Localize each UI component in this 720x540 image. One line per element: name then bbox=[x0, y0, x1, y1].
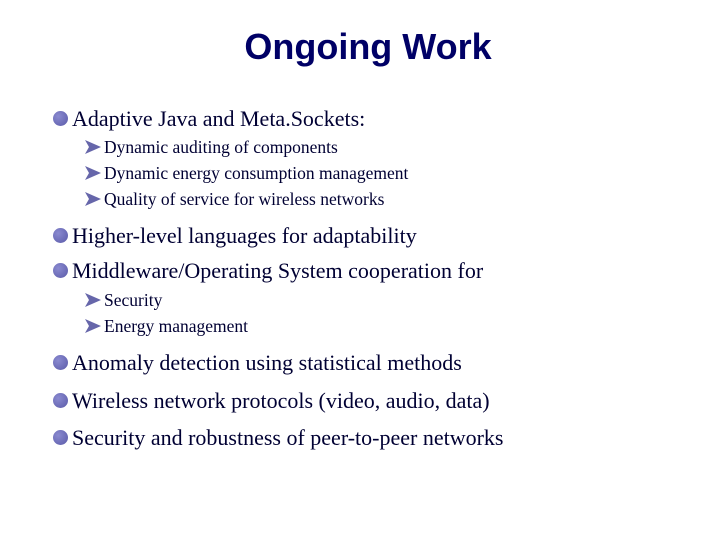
bullet-text: Anomaly detection using statistical methods bbox=[72, 350, 462, 375]
bullet-text: Adaptive Java and Meta.Sockets: bbox=[72, 106, 366, 131]
bullet-text: Middleware/Operating System cooperation for bbox=[72, 258, 484, 283]
bullet-item bbox=[72, 258, 483, 284]
bullet-text: Higher-level languages for adaptability bbox=[72, 223, 417, 248]
circle-bullet-icon bbox=[53, 355, 68, 370]
bullet-text: Security and robustness of peer-to-peer networks bbox=[72, 425, 504, 450]
bullet-item bbox=[72, 223, 417, 249]
circle-bullet-icon bbox=[53, 228, 68, 243]
circle-bullet-icon bbox=[53, 430, 68, 445]
circle-bullet-icon bbox=[53, 263, 68, 278]
sub-bullet-text: Quality of service for wireless networks bbox=[104, 189, 385, 209]
bullet-text: Wireless network protocols (video, audio, data) bbox=[72, 388, 490, 413]
bullet-item bbox=[72, 425, 503, 451]
arrow-bullet-icon bbox=[84, 191, 102, 207]
sub-bullet-item bbox=[104, 290, 162, 311]
arrow-bullet-icon bbox=[84, 318, 102, 334]
sub-bullet-item bbox=[104, 163, 408, 184]
sub-bullet-text: Dynamic auditing of components bbox=[104, 137, 338, 157]
sub-bullet-text: Energy management bbox=[104, 316, 248, 336]
bullet-item bbox=[72, 106, 365, 132]
arrow-bullet-icon bbox=[84, 139, 102, 155]
sub-bullet-text: Dynamic energy consumption management bbox=[104, 163, 409, 183]
bullet-item bbox=[72, 388, 490, 414]
sub-bullet-item bbox=[104, 137, 338, 158]
sub-bullet-text: Security bbox=[104, 290, 163, 310]
arrow-bullet-icon bbox=[84, 292, 102, 308]
slide-title: Ongoing Work bbox=[244, 26, 492, 67]
arrow-bullet-icon bbox=[84, 165, 102, 181]
sub-bullet-item bbox=[104, 316, 248, 337]
bullet-item bbox=[72, 350, 462, 376]
circle-bullet-icon bbox=[53, 111, 68, 126]
sub-bullet-item bbox=[104, 189, 384, 210]
circle-bullet-icon bbox=[53, 393, 68, 408]
